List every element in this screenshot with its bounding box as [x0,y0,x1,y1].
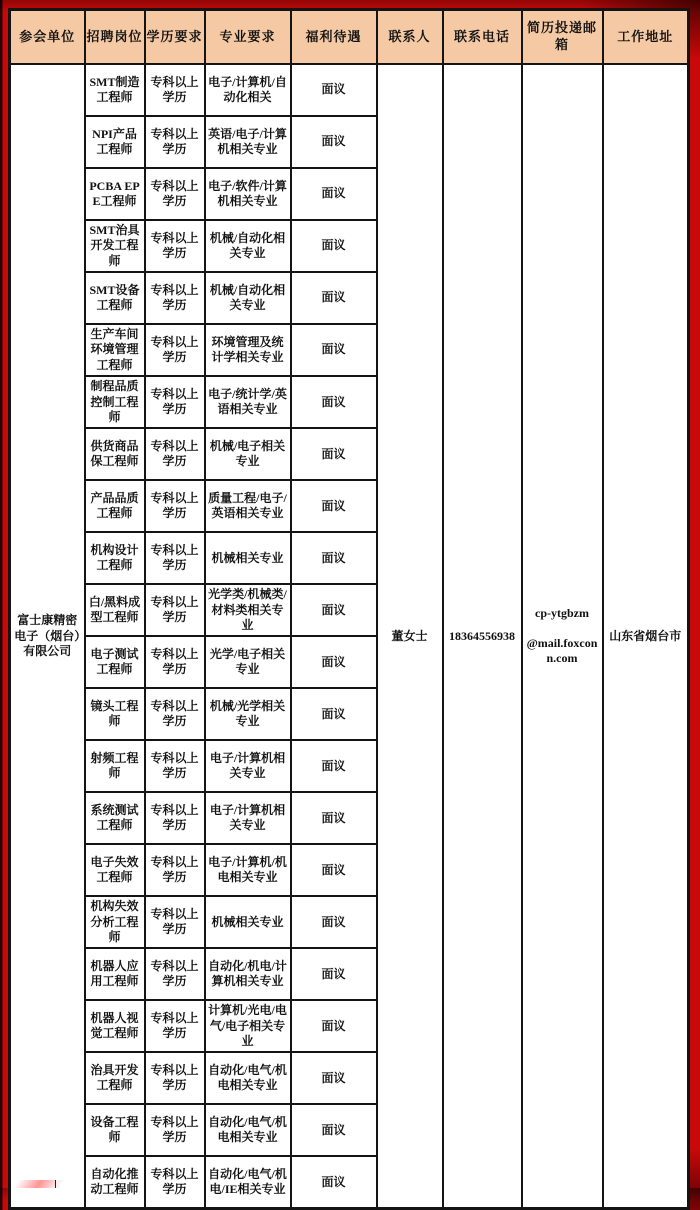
education-cell: 专科以上学历 [145,168,205,220]
header-position: 招聘岗位 [85,10,145,65]
education-cell: 专科以上学历 [145,1052,205,1104]
education-cell: 专科以上学历 [145,480,205,532]
position-cell: 电子测试工程师 [85,636,145,688]
header-phone: 联系电话 [443,10,522,65]
salary-cell: 面议 [291,584,377,636]
education-cell: 专科以上学历 [145,1000,205,1052]
position-cell: 产品品质工程师 [85,480,145,532]
position-cell: 制程品质控制工程师 [85,376,145,428]
education-cell: 专科以上学历 [145,324,205,376]
major-cell: 英语/电子/计算机相关专业 [205,116,291,168]
education-cell: 专科以上学历 [145,428,205,480]
education-cell: 专科以上学历 [145,1104,205,1156]
header-contact: 联系人 [377,10,443,65]
position-cell: PCBA EPE工程师 [85,168,145,220]
salary-cell: 面议 [291,896,377,948]
company-cell: 富士康精密电子（烟台）有限公司 [10,64,85,1209]
header-education: 学历要求 [145,10,205,65]
position-cell: SMT制造工程师 [85,64,145,116]
phone-cell: 18364556938 [443,64,522,1209]
major-cell: 自动化/电气/机电相关专业 [205,1052,291,1104]
position-cell: SMT设备工程师 [85,272,145,324]
email-cell [522,64,603,1209]
major-cell: 电子/统计学/英语相关专业 [205,376,291,428]
position-cell: NPI产品工程师 [85,116,145,168]
email-line-1: cp-ytgbzm [535,605,589,620]
major-cell: 质量工程/电子/英语相关专业 [205,480,291,532]
major-cell: 电子/计算机/自动化相关 [205,64,291,116]
contact-cell: 董女士 [377,64,443,1209]
salary-cell: 面议 [291,1156,377,1209]
table-row [10,64,689,116]
major-cell: 光学/电子相关专业 [205,636,291,688]
position-cell: SMT治具开发工程师 [85,220,145,272]
header-company: 参会单位 [10,10,85,65]
position-cell: 机构设计工程师 [85,532,145,584]
position-cell: 系统测试工程师 [85,792,145,844]
education-cell: 专科以上学历 [145,532,205,584]
salary-cell: 面议 [291,272,377,324]
salary-cell: 面议 [291,376,377,428]
education-cell: 专科以上学历 [145,688,205,740]
position-cell: 机器人视觉工程师 [85,1000,145,1052]
position-cell: 电子失效工程师 [85,844,145,896]
major-cell: 机械/电子相关专业 [205,428,291,480]
header-email: 简历投递邮箱 [522,10,603,65]
salary-cell: 面议 [291,116,377,168]
email-line-2: @mail.foxconn.com [526,636,598,666]
major-cell: 机械相关专业 [205,532,291,584]
header-salary: 福利待遇 [291,10,377,65]
major-cell: 机械/自动化相关专业 [205,220,291,272]
position-cell: 设备工程师 [85,1104,145,1156]
salary-cell: 面议 [291,636,377,688]
salary-cell: 面议 [291,324,377,376]
major-cell: 自动化/电气/机电/IE相关专业 [205,1156,291,1209]
major-cell: 机械/自动化相关专业 [205,272,291,324]
header-row [10,10,689,65]
position-cell: 供货商品保工程师 [85,428,145,480]
address-cell: 山东省烟台市 [603,64,689,1209]
position-cell: 镜头工程师 [85,688,145,740]
position-cell: 白/黑料成型工程师 [85,584,145,636]
salary-cell: 面议 [291,168,377,220]
education-cell: 专科以上学历 [145,376,205,428]
education-cell: 专科以上学历 [145,792,205,844]
major-cell: 光学类/机械类/材料类相关专业 [205,584,291,636]
education-cell: 专科以上学历 [145,272,205,324]
major-cell: 自动化/电气/机电相关专业 [205,1104,291,1156]
major-cell: 电子/计算机/机电相关专业 [205,844,291,896]
education-cell: 专科以上学历 [145,636,205,688]
major-cell: 电子/计算机相关专业 [205,792,291,844]
background-tick [55,1180,59,1188]
header-major: 专业要求 [205,10,291,65]
salary-cell: 面议 [291,740,377,792]
position-cell: 生产车间环境管理工程师 [85,324,145,376]
education-cell: 专科以上学历 [145,584,205,636]
education-cell: 专科以上学历 [145,740,205,792]
education-cell: 专科以上学历 [145,64,205,116]
major-cell: 电子/计算机相关专业 [205,740,291,792]
education-cell: 专科以上学历 [145,116,205,168]
salary-cell: 面议 [291,532,377,584]
position-cell: 治具开发工程师 [85,1052,145,1104]
salary-cell: 面议 [291,688,377,740]
salary-cell: 面议 [291,1052,377,1104]
major-cell: 机械相关专业 [205,896,291,948]
salary-cell: 面议 [291,220,377,272]
major-cell: 环境管理及统计学相关专业 [205,324,291,376]
education-cell: 专科以上学历 [145,844,205,896]
salary-cell: 面议 [291,1104,377,1156]
education-cell: 专科以上学历 [145,948,205,1000]
education-cell: 专科以上学历 [145,220,205,272]
salary-cell: 面议 [291,948,377,1000]
header-address: 工作地址 [603,10,689,65]
major-cell: 机械/光学相关专业 [205,688,291,740]
salary-cell: 面议 [291,64,377,116]
education-cell: 专科以上学历 [145,896,205,948]
recruitment-table [8,8,690,1210]
salary-cell: 面议 [291,792,377,844]
position-cell: 自动化推动工程师 [85,1156,145,1209]
salary-cell: 面议 [291,480,377,532]
salary-cell: 面议 [291,844,377,896]
salary-cell: 面议 [291,1000,377,1052]
position-cell: 机器人应用工程师 [85,948,145,1000]
major-cell: 计算机/光电/电气/电子相关专业 [205,1000,291,1052]
major-cell: 电子/软件/计算机相关专业 [205,168,291,220]
salary-cell: 面议 [291,428,377,480]
position-cell: 机构失效分析工程师 [85,896,145,948]
position-cell: 射频工程师 [85,740,145,792]
major-cell: 自动化/机电/计算机相关专业 [205,948,291,1000]
education-cell: 专科以上学历 [145,1156,205,1209]
